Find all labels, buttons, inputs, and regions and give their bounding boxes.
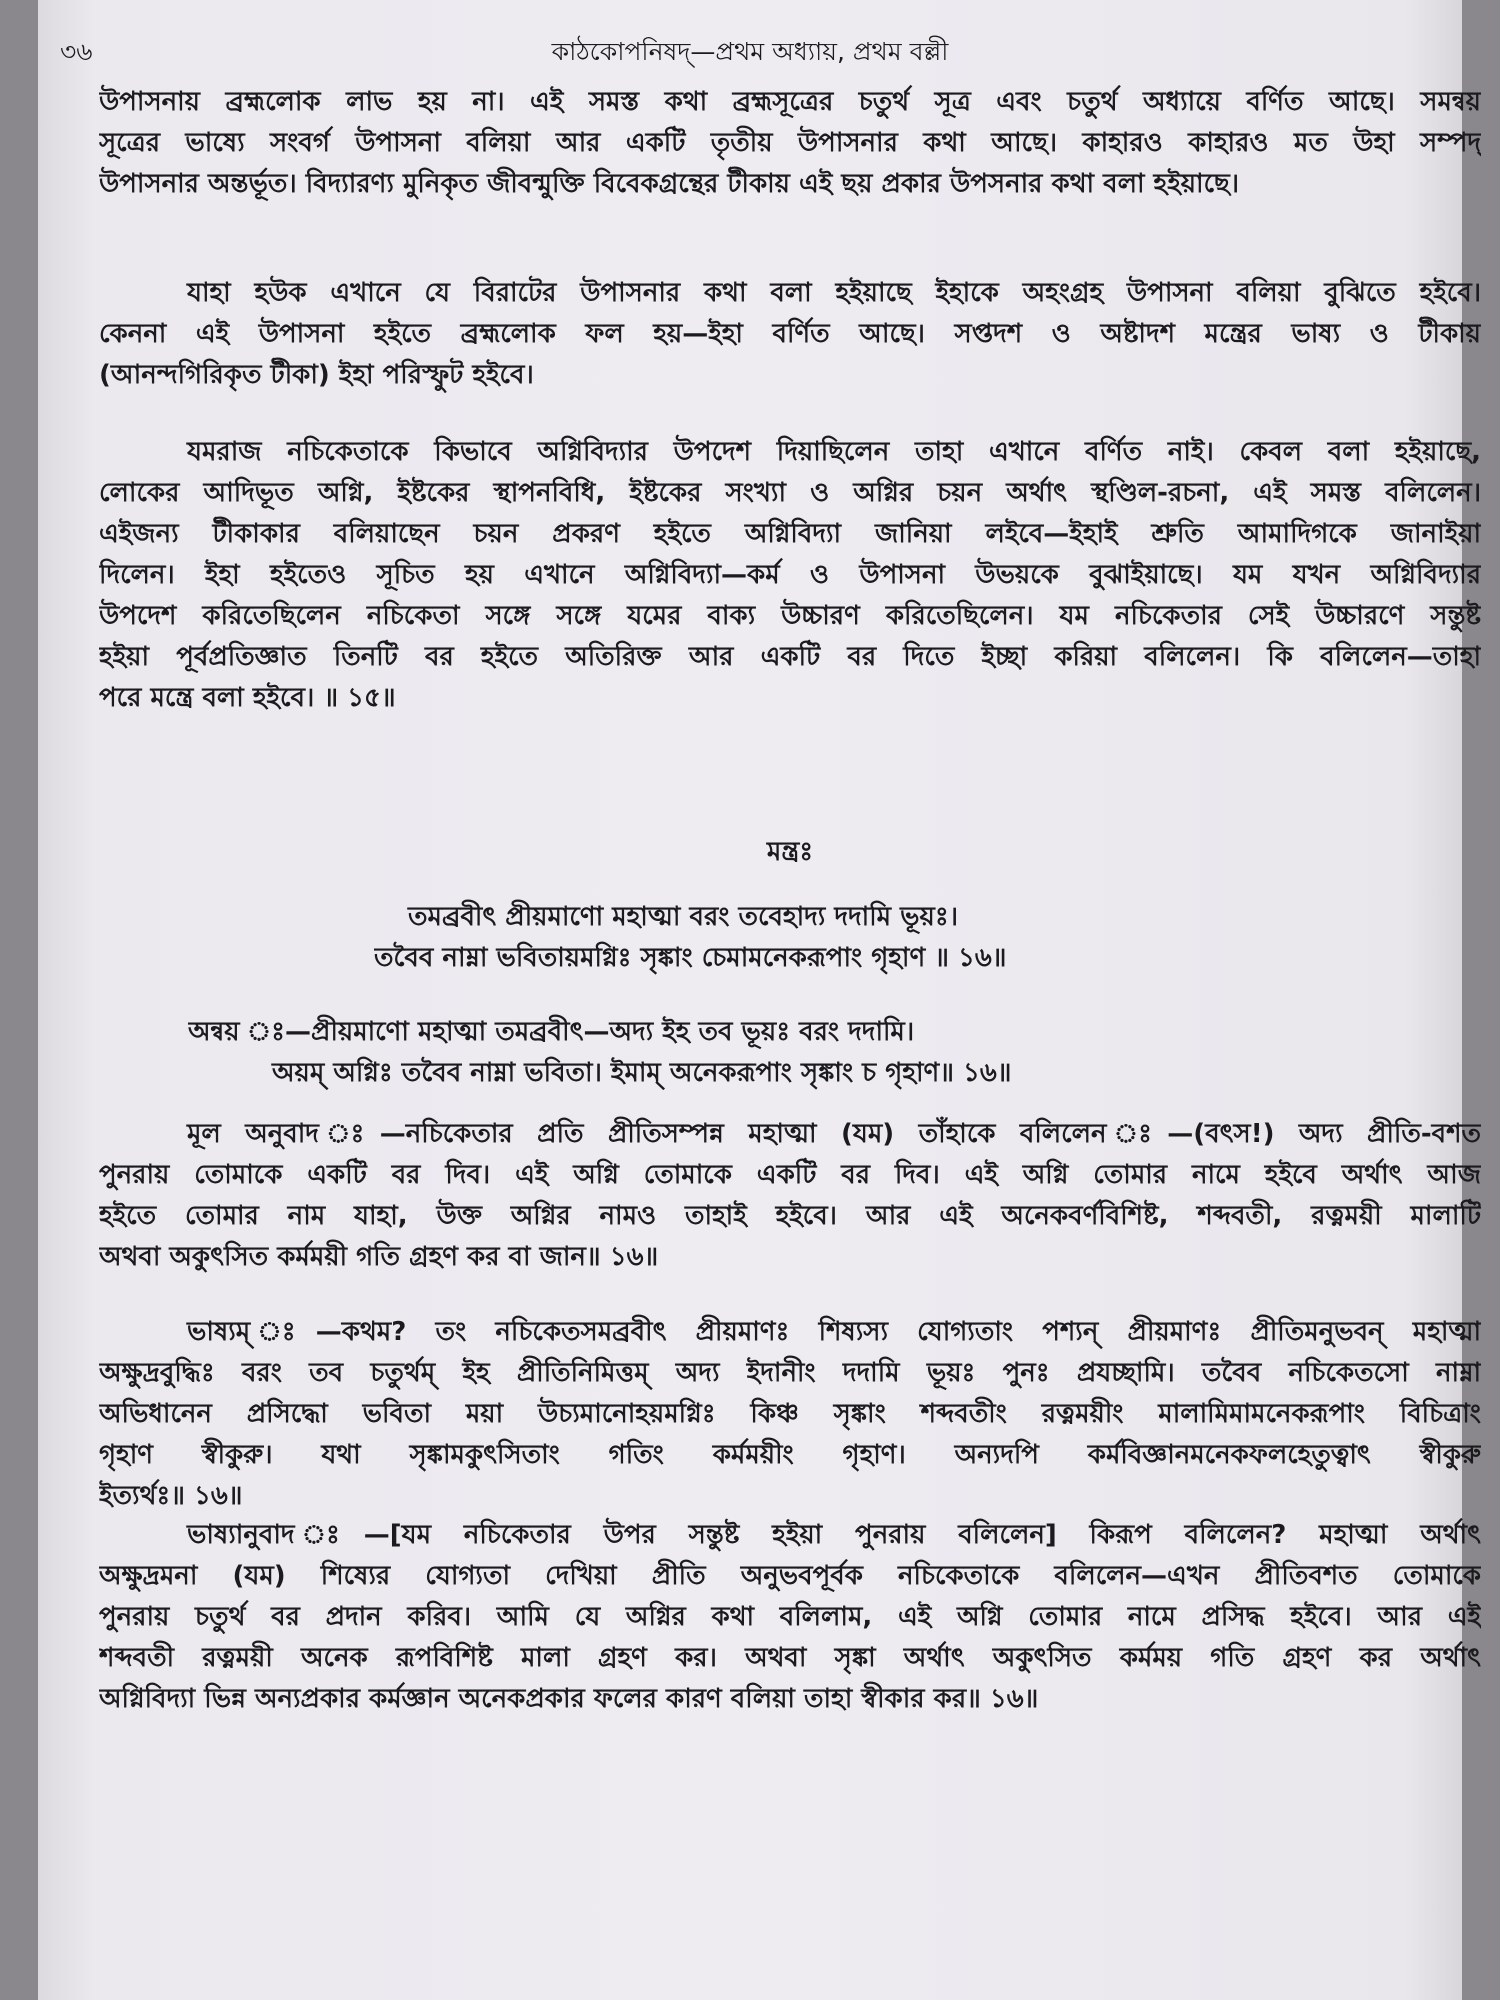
- text-line: লোকের আদিভূত অগ্নি, ইষ্টকের স্থাপনবিধি, ইষ্টকের সংখ্যা ও অগ্নির চয়ন অর্থাৎ স্থণ্ডিল-রচনা, এই সমস্ত বলিলেন।: [99, 478, 1481, 508]
- bhashyam-text: কথম? তং নচিকেতসমব্রবীৎ প্রীয়মাণঃ শিষ্যস্য যোগ্যতাং পশ্যন্ প্রীয়মাণঃ প্রীতিমনুভবন্ মহাত্মা: [341, 1317, 1481, 1347]
- paragraph-1: [99, 82, 1481, 205]
- anvaya-label: অন্বয় ঃ—: [188, 1017, 312, 1047]
- text-line: সূত্রের ভাষ্যে সংবর্গ উপাসনা বলিয়া আর একটি তৃতীয় উপাসনার কথা আছে। কাহারও কাহারও মত উহা সম্পদ্: [99, 128, 1481, 158]
- text-line: পরে মন্ত্রে বলা হইবে। ॥ ১৫॥: [99, 683, 396, 713]
- text-line: অয়ম্ অগ্নিঃ তবৈব নাম্না ভবিতা। ইমাম্ অনেকরূপাং সৃঙ্কাং চ গৃহাণ॥ ১৬॥: [272, 1058, 1012, 1088]
- mantra-heading: মন্ত্রঃ: [766, 837, 814, 867]
- page-number: ৩৬: [60, 37, 93, 66]
- mula-anuvad: [99, 1114, 1481, 1278]
- text-line: শব্দবতী রত্নময়ী অনেক রূপবিশিষ্ট মালা গ্রহণ কর। অথবা সৃঙ্কা অর্থাৎ অকুৎসিত কর্মময় গতি গ্রহণ কর অর্থাৎ: [99, 1643, 1481, 1673]
- text-line: অক্ষুদ্রবুদ্ধিঃ বরং তব চতুর্থম্ ইহ প্রীতিনিমিত্তম্ অদ্য ইদানীং দদামি ভূয়ঃ পুনঃ প্রযচ্ছামি। তবৈব নচিকেতসো নাম্না: [99, 1358, 1481, 1388]
- bhashyam: [99, 1312, 1481, 1517]
- text-line: হইতে তোমার নাম যাহা, উক্ত অগ্নির নামও তাহাই হইবে। আর এই অনেকবর্ণবিশিষ্ট, শব্দবতী, রত্নময়ী মালাটি: [99, 1201, 1481, 1231]
- text-line: যমরাজ নচিকেতাকে কিভাবে অগ্নিবিদ্যার উপদেশ দিয়াছিলেন তাহা এখানে বর্ণিত নাই। কেবল বলা হইয়াছে,: [187, 437, 1481, 467]
- running-title: কাঠকোপনিষদ্—প্রথম অধ্যায়, প্রথম বল্লী: [551, 37, 949, 66]
- text-line: [188, 1012, 1388, 1053]
- text-line: অক্ষুদ্রমনা (যম) শিষ্যের যোগ্যতা দেখিয়া প্রীতি অনুভবপূর্বক নচিকেতাকে বলিলেন—এখন প্রীতিবশত তোমাকে: [99, 1561, 1481, 1591]
- text-line: পুনরায় চতুর্থ বর প্রদান করিব। আমি যে অগ্নির কথা বলিলাম, এই অগ্নি তোমার নামে প্রসিদ্ধ হইবে। আর এই: [99, 1602, 1481, 1632]
- text-line: [99, 1312, 1481, 1353]
- text-line: এইজন্য টীকাকার বলিয়াছেন চয়ন প্রকরণ হইতে অগ্নিবিদ্যা জানিয়া লইবে—ইহাই শ্রুতি আমাদিগকে জানাইয়া: [99, 519, 1481, 549]
- bhashyam-label: ভাষ্যম্ ঃ—: [187, 1317, 342, 1347]
- mantra-section: [99, 832, 1481, 873]
- text-line: গৃহাণ স্বীকুরু। যথা সৃঙ্কামকুৎসিতাং গতিং কর্মময়ীং গৃহাণ। অন্যদপি কর্মবিজ্ঞানমনেকফলহেতুত্বাৎ স্বীকুরু: [99, 1440, 1481, 1470]
- text-line: [99, 1515, 1481, 1556]
- text-line: কেননা এই উপাসনা হইতে ব্রহ্মলোক ফল হয়—ইহা বর্ণিত আছে। সপ্তদশ ও অষ্টাদশ মন্ত্রের ভাষ্য ও টীকায়: [99, 319, 1481, 349]
- text-line: উপাসনায় ব্রহ্মলোক লাভ হয় না। এই সমস্ত কথা ব্রহ্মসূত্রের চতুর্থ সূত্র এবং চতুর্থ অধ্যায়ে বর্ণিত আছে। সমন্বয়: [99, 87, 1481, 117]
- text-line: উপাসনার অন্তর্ভূত। বিদ্যারণ্য মুনিকৃত জীবন্মুক্তি বিবেকগ্রন্থের টীকায় এই ছয় প্রকার উপসনার কথা বলা হইয়াছে।: [99, 169, 1240, 199]
- text-line: [99, 1114, 1481, 1155]
- text-line: অভিধানেন প্রসিদ্ধো ভবিতা ময়া উচ্যমানোহয়মগ্নিঃ কিঞ্চ সৃঙ্কাং শব্দবতীং রত্নময়ীং মালামিমামনেকরূপাং বিচিত্রাং: [99, 1399, 1481, 1429]
- verse-line: তমব্রবীৎ প্রীয়মাণো মহাত্মা বরং তবেহাদ্য দদামি ভূয়ঃ।: [408, 902, 959, 932]
- bhashyanuvad: [99, 1515, 1481, 1720]
- anvaya-text: প্রীয়মাণো মহাত্মা তমব্রবীৎ—অদ্য ইহ তব ভূয়ঃ বরং দদামি।: [311, 1017, 915, 1047]
- paragraph-3: [99, 432, 1481, 719]
- mantra-verse: [374, 897, 1374, 979]
- text-line: (আনন্দগিরিকৃত টীকা) ইহা পরিস্ফুট হইবে।: [99, 360, 534, 390]
- mula-anuvad-text: নচিকেতার প্রতি প্রীতিসম্পন্ন মহাত্মা (যম) তাঁহাকে বলিলেন ঃ—(বৎস!) অদ্য প্রীতি-বশত: [405, 1119, 1481, 1149]
- text-line: দিলেন। ইহা হইতেও সূচিত হয় এখানে অগ্নিবিদ্যা—কর্ম ও উপাসনা উভয়কে বুঝাইয়াছে। যম যখন অগ্নিবিদ্যার: [99, 560, 1481, 590]
- text-line: ইত্যর্থঃ॥ ১৬॥: [99, 1481, 243, 1511]
- text-line: অগ্নিবিদ্যা ভিন্ন অন্যপ্রকার কর্মজ্ঞান অনেকপ্রকার ফলের কারণ বলিয়া তাহা স্বীকার কর॥ ১৬॥: [99, 1684, 1039, 1714]
- book-page: [38, 0, 1481, 2000]
- text-line: যাহা হউক এখানে যে বিরাটের উপাসনার কথা বলা হইয়াছে ইহাকে অহংগ্রহ উপাসনা বলিয়া বুঝিতে হইবে।: [187, 278, 1481, 308]
- bhashyanuvad-text: [যম নচিকেতার উপর সন্তুষ্ট হইয়া পুনরায় বলিলেন] কিরূপ বলিলেন? মহাত্মা অর্থাৎ: [389, 1520, 1481, 1550]
- paragraph-2: [99, 273, 1481, 396]
- text-line: অথবা অকুৎসিত কর্মময়ী গতি গ্রহণ কর বা জান॥ ১৬॥: [99, 1242, 659, 1272]
- verse-line: তবৈব নাম্না ভবিতায়মগ্নিঃ সৃঙ্কাং চেমামনেকরূপাং গৃহাণ ॥ ১৬॥: [374, 943, 1007, 973]
- text-line: হইয়া পূর্বপ্রতিজ্ঞাত তিনটি বর হইতে অতিরিক্ত আর একটি বর দিতে ইচ্ছা করিয়া বলিলেন। কি বলিলেন—তাহা: [99, 642, 1481, 672]
- text-line: উপদেশ করিতেছিলেন নচিকেতা সঙ্গে সঙ্গে যমের বাক্য উচ্চারণ করিতেছিলেন। যম নচিকেতার সেই উচ্চারণে সন্তুষ্ট: [99, 601, 1481, 631]
- anvaya: [188, 1012, 1388, 1094]
- text-line: পুনরায় তোমাকে একটি বর দিব। এই অগ্নি তোমাকে একটি বর দিব। এই অগ্নি তোমার নামে হইবে অর্থাৎ আজ: [99, 1160, 1481, 1190]
- mula-anuvad-label: মূল অনুবাদ ঃ—: [187, 1119, 406, 1149]
- bhashyanuvad-label: ভাষ্যানুবাদ ঃ—: [187, 1520, 390, 1550]
